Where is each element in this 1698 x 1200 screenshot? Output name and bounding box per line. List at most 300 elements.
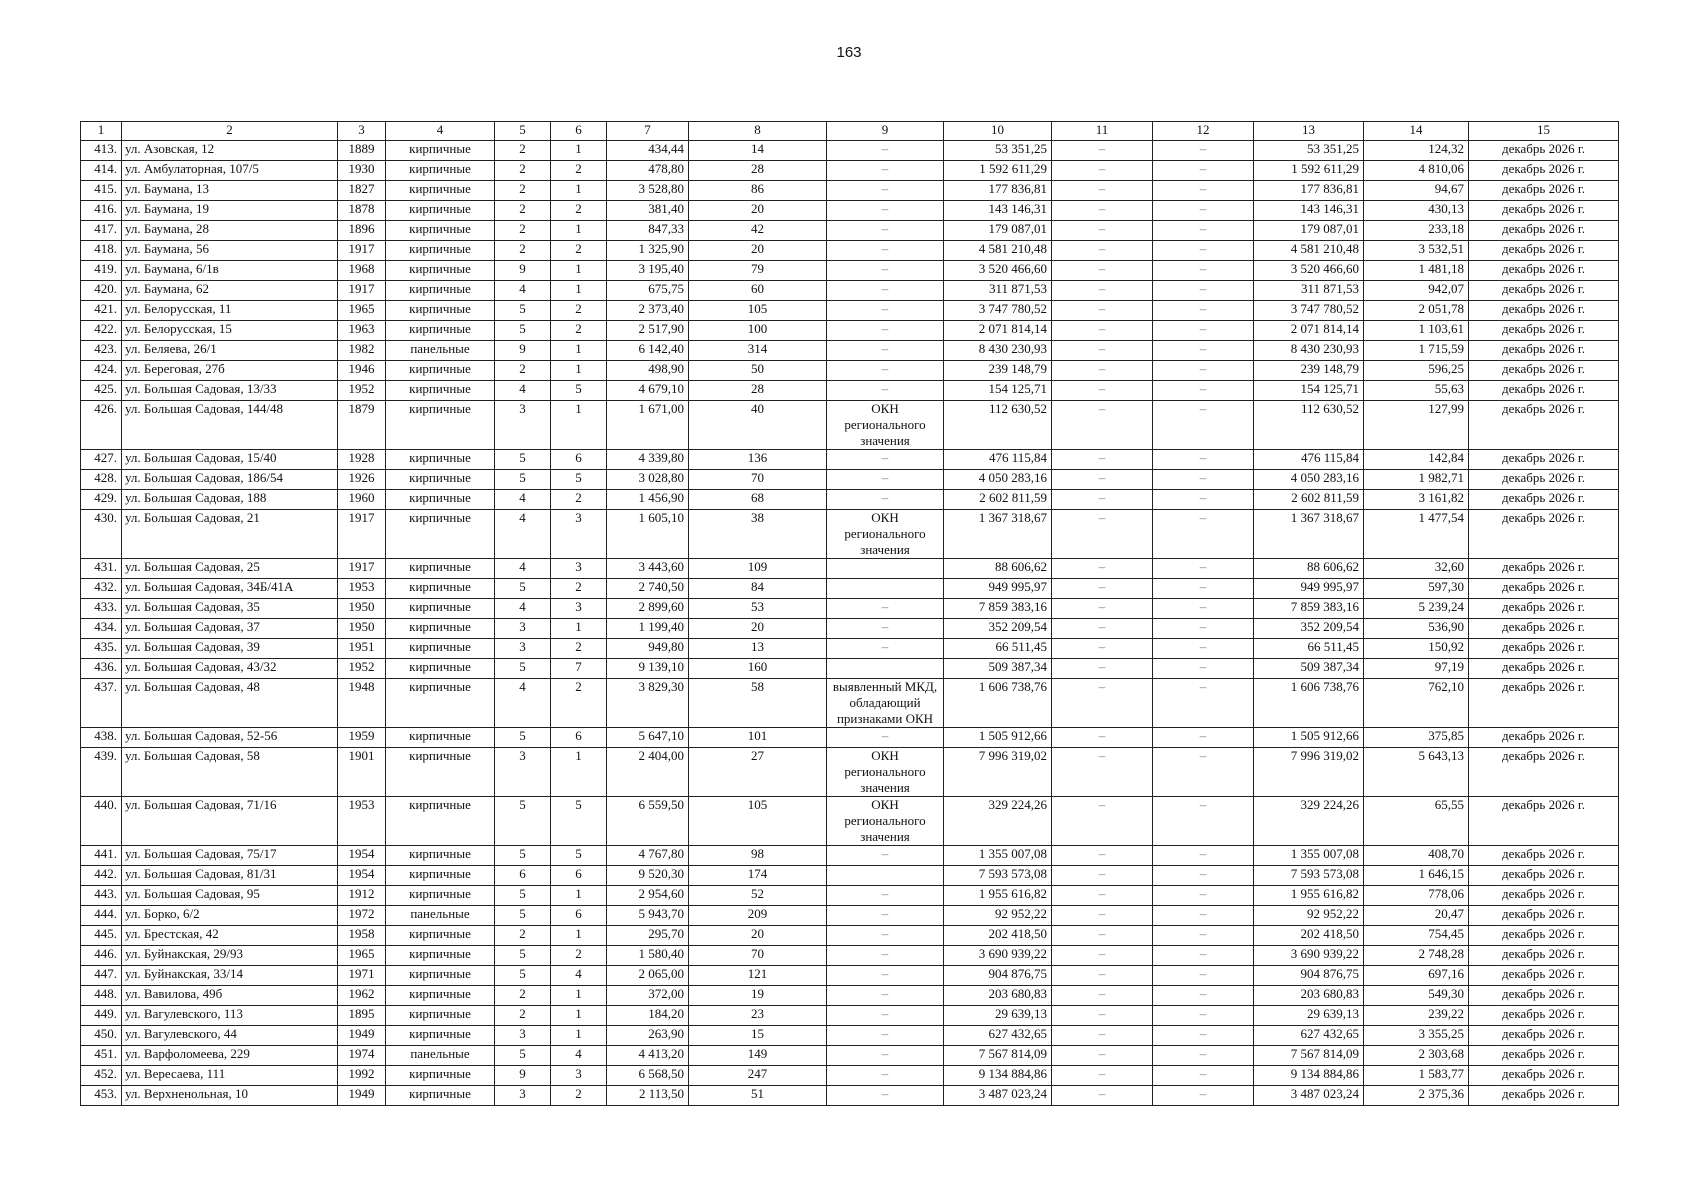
table-row <box>81 748 1619 797</box>
cell-wall-material: кирпичные <box>386 797 495 846</box>
table-row <box>81 986 1619 1006</box>
cell-residents: 53 <box>689 599 827 619</box>
cell-cost-col-13: 202 418,50 <box>1254 926 1364 946</box>
table-row <box>81 966 1619 986</box>
cell-heritage-status: – <box>827 1066 944 1086</box>
cell-row-number: 444. <box>81 906 122 926</box>
cell-year-built: 1896 <box>338 221 386 241</box>
cell-entrances: 1 <box>551 1006 607 1026</box>
cell-wall-material: кирпичные <box>386 401 495 450</box>
cell-cost-total: 239 148,79 <box>944 361 1052 381</box>
cell-deadline: декабрь 2026 г. <box>1469 1006 1619 1026</box>
cell-area: 3 195,40 <box>607 261 689 281</box>
cell-area: 949,80 <box>607 639 689 659</box>
cell-cost-per-sqm: 3 355,25 <box>1364 1026 1469 1046</box>
cell-area: 847,33 <box>607 221 689 241</box>
cell-floors: 2 <box>495 1006 551 1026</box>
cell-area: 6 559,50 <box>607 797 689 846</box>
cell-area: 5 943,70 <box>607 906 689 926</box>
cell-cost-col-13: 143 146,31 <box>1254 201 1364 221</box>
cell-cost-col-11: – <box>1052 401 1153 450</box>
cell-year-built: 1889 <box>338 141 386 161</box>
cell-area: 2 740,50 <box>607 579 689 599</box>
cell-heritage-status <box>827 579 944 599</box>
cell-floors: 4 <box>495 679 551 728</box>
cell-year-built: 1965 <box>338 946 386 966</box>
cell-cost-col-12: – <box>1153 361 1254 381</box>
cell-cost-col-12: – <box>1153 748 1254 797</box>
cell-year-built: 1992 <box>338 1066 386 1086</box>
cell-wall-material: кирпичные <box>386 490 495 510</box>
cell-area: 498,90 <box>607 361 689 381</box>
cell-cost-col-13: 66 511,45 <box>1254 639 1364 659</box>
cell-area: 675,75 <box>607 281 689 301</box>
cell-deadline: декабрь 2026 г. <box>1469 986 1619 1006</box>
cell-area: 1 199,40 <box>607 619 689 639</box>
cell-row-number: 424. <box>81 361 122 381</box>
cell-wall-material: кирпичные <box>386 659 495 679</box>
cell-deadline: декабрь 2026 г. <box>1469 241 1619 261</box>
cell-entrances: 2 <box>551 1086 607 1106</box>
cell-year-built: 1982 <box>338 341 386 361</box>
cell-wall-material: кирпичные <box>386 450 495 470</box>
cell-wall-material: кирпичные <box>386 986 495 1006</box>
cell-cost-col-11: – <box>1052 1006 1153 1026</box>
cell-cost-per-sqm: 124,32 <box>1364 141 1469 161</box>
cell-heritage-status: ОКН регионального значения <box>827 401 944 450</box>
cell-entrances: 1 <box>551 926 607 946</box>
cell-deadline: декабрь 2026 г. <box>1469 599 1619 619</box>
cell-residents: 20 <box>689 926 827 946</box>
column-header-6: 6 <box>551 122 607 141</box>
cell-area: 3 528,80 <box>607 181 689 201</box>
cell-address: ул. Баумана, 62 <box>122 281 338 301</box>
cell-row-number: 446. <box>81 946 122 966</box>
cell-year-built: 1962 <box>338 986 386 1006</box>
cell-year-built: 1949 <box>338 1086 386 1106</box>
cell-cost-col-12: – <box>1153 1026 1254 1046</box>
cell-wall-material: кирпичные <box>386 261 495 281</box>
cell-row-number: 452. <box>81 1066 122 1086</box>
cell-year-built: 1952 <box>338 659 386 679</box>
cell-row-number: 439. <box>81 748 122 797</box>
cell-wall-material: кирпичные <box>386 866 495 886</box>
cell-cost-total: 1 505 912,66 <box>944 728 1052 748</box>
cell-heritage-status: – <box>827 846 944 866</box>
table-header-row <box>81 122 1619 141</box>
cell-cost-total: 9 134 884,86 <box>944 1066 1052 1086</box>
cell-floors: 4 <box>495 599 551 619</box>
cell-cost-col-12: – <box>1153 679 1254 728</box>
cell-address: ул. Азовская, 12 <box>122 141 338 161</box>
cell-deadline: декабрь 2026 г. <box>1469 1046 1619 1066</box>
cell-cost-col-11: – <box>1052 579 1153 599</box>
cell-cost-per-sqm: 3 532,51 <box>1364 241 1469 261</box>
cell-year-built: 1974 <box>338 1046 386 1066</box>
cell-cost-per-sqm: 1 477,54 <box>1364 510 1469 559</box>
cell-floors: 4 <box>495 381 551 401</box>
cell-residents: 209 <box>689 906 827 926</box>
cell-area: 4 339,80 <box>607 450 689 470</box>
cell-year-built: 1951 <box>338 639 386 659</box>
cell-entrances: 1 <box>551 619 607 639</box>
cell-residents: 79 <box>689 261 827 281</box>
cell-wall-material: кирпичные <box>386 301 495 321</box>
cell-year-built: 1901 <box>338 748 386 797</box>
cell-year-built: 1972 <box>338 906 386 926</box>
cell-cost-col-11: – <box>1052 966 1153 986</box>
cell-cost-col-11: – <box>1052 1046 1153 1066</box>
cell-address: ул. Беляева, 26/1 <box>122 341 338 361</box>
cell-residents: 84 <box>689 579 827 599</box>
cell-area: 372,00 <box>607 986 689 1006</box>
cell-year-built: 1952 <box>338 381 386 401</box>
cell-cost-total: 3 747 780,52 <box>944 301 1052 321</box>
table-row <box>81 906 1619 926</box>
cell-row-number: 433. <box>81 599 122 619</box>
table-row <box>81 470 1619 490</box>
cell-deadline: декабрь 2026 г. <box>1469 321 1619 341</box>
table-row <box>81 639 1619 659</box>
cell-row-number: 440. <box>81 797 122 846</box>
cell-residents: 40 <box>689 401 827 450</box>
cell-address: ул. Большая Садовая, 71/16 <box>122 797 338 846</box>
column-header-12: 12 <box>1153 122 1254 141</box>
cell-cost-total: 4 050 283,16 <box>944 470 1052 490</box>
cell-cost-col-11: – <box>1052 341 1153 361</box>
cell-floors: 2 <box>495 926 551 946</box>
cell-heritage-status: – <box>827 926 944 946</box>
cell-floors: 3 <box>495 401 551 450</box>
cell-residents: 14 <box>689 141 827 161</box>
cell-area: 2 065,00 <box>607 966 689 986</box>
cell-cost-col-11: – <box>1052 221 1153 241</box>
cell-cost-col-11: – <box>1052 470 1153 490</box>
cell-wall-material: кирпичные <box>386 1086 495 1106</box>
cell-floors: 2 <box>495 221 551 241</box>
cell-cost-col-12: – <box>1153 797 1254 846</box>
cell-deadline: декабрь 2026 г. <box>1469 161 1619 181</box>
cell-address: ул. Верхненольная, 10 <box>122 1086 338 1106</box>
cell-cost-per-sqm: 4 810,06 <box>1364 161 1469 181</box>
cell-cost-col-12: – <box>1153 301 1254 321</box>
cell-cost-per-sqm: 65,55 <box>1364 797 1469 846</box>
cell-heritage-status <box>827 559 944 579</box>
cell-deadline: декабрь 2026 г. <box>1469 470 1619 490</box>
table-row <box>81 1066 1619 1086</box>
cell-residents: 51 <box>689 1086 827 1106</box>
cell-heritage-status: – <box>827 221 944 241</box>
cell-cost-col-13: 88 606,62 <box>1254 559 1364 579</box>
cell-cost-col-13: 92 952,22 <box>1254 906 1364 926</box>
cell-cost-col-13: 203 680,83 <box>1254 986 1364 1006</box>
cell-address: ул. Большая Садовая, 15/40 <box>122 450 338 470</box>
cell-deadline: декабрь 2026 г. <box>1469 866 1619 886</box>
cell-wall-material: кирпичные <box>386 321 495 341</box>
cell-floors: 6 <box>495 866 551 886</box>
cell-floors: 3 <box>495 639 551 659</box>
cell-cost-col-12: – <box>1153 450 1254 470</box>
cell-deadline: декабрь 2026 г. <box>1469 886 1619 906</box>
table-row <box>81 221 1619 241</box>
cell-year-built: 1950 <box>338 619 386 639</box>
cell-cost-col-11: – <box>1052 510 1153 559</box>
cell-entrances: 3 <box>551 599 607 619</box>
cell-address: ул. Брестская, 42 <box>122 926 338 946</box>
cell-wall-material: панельные <box>386 341 495 361</box>
cell-entrances: 1 <box>551 401 607 450</box>
cell-floors: 3 <box>495 748 551 797</box>
cell-deadline: декабрь 2026 г. <box>1469 797 1619 846</box>
table-row <box>81 599 1619 619</box>
cell-cost-col-11: – <box>1052 886 1153 906</box>
cell-cost-col-12: – <box>1153 221 1254 241</box>
cell-cost-col-12: – <box>1153 201 1254 221</box>
cell-cost-col-12: – <box>1153 1046 1254 1066</box>
table-row <box>81 797 1619 846</box>
cell-year-built: 1895 <box>338 1006 386 1026</box>
cell-row-number: 416. <box>81 201 122 221</box>
cell-wall-material: кирпичные <box>386 381 495 401</box>
cell-deadline: декабрь 2026 г. <box>1469 281 1619 301</box>
cell-floors: 3 <box>495 1086 551 1106</box>
cell-entrances: 6 <box>551 906 607 926</box>
cell-address: ул. Варфоломеева, 229 <box>122 1046 338 1066</box>
table-row <box>81 559 1619 579</box>
cell-cost-col-13: 3 487 023,24 <box>1254 1086 1364 1106</box>
cell-cost-per-sqm: 1 481,18 <box>1364 261 1469 281</box>
cell-cost-col-11: – <box>1052 141 1153 161</box>
cell-deadline: декабрь 2026 г. <box>1469 361 1619 381</box>
cell-cost-per-sqm: 778,06 <box>1364 886 1469 906</box>
cell-cost-total: 29 639,13 <box>944 1006 1052 1026</box>
cell-row-number: 415. <box>81 181 122 201</box>
cell-row-number: 434. <box>81 619 122 639</box>
cell-cost-col-11: – <box>1052 659 1153 679</box>
table-row <box>81 510 1619 559</box>
cell-cost-col-13: 1 355 007,08 <box>1254 846 1364 866</box>
cell-cost-col-12: – <box>1153 639 1254 659</box>
cell-cost-per-sqm: 1 103,61 <box>1364 321 1469 341</box>
cell-cost-col-12: – <box>1153 728 1254 748</box>
table-row <box>81 1026 1619 1046</box>
cell-residents: 101 <box>689 728 827 748</box>
cell-cost-col-13: 3 520 466,60 <box>1254 261 1364 281</box>
cell-cost-per-sqm: 1 583,77 <box>1364 1066 1469 1086</box>
cell-deadline: декабрь 2026 г. <box>1469 450 1619 470</box>
cell-row-number: 425. <box>81 381 122 401</box>
cell-cost-per-sqm: 1 982,71 <box>1364 470 1469 490</box>
cell-deadline: декабрь 2026 г. <box>1469 679 1619 728</box>
cell-cost-col-12: – <box>1153 241 1254 261</box>
cell-residents: 38 <box>689 510 827 559</box>
cell-cost-col-13: 7 996 319,02 <box>1254 748 1364 797</box>
cell-area: 4 679,10 <box>607 381 689 401</box>
cell-address: ул. Белорусская, 15 <box>122 321 338 341</box>
cell-heritage-status: – <box>827 381 944 401</box>
cell-address: ул. Борко, 6/2 <box>122 906 338 926</box>
cell-entrances: 2 <box>551 639 607 659</box>
cell-residents: 121 <box>689 966 827 986</box>
cell-row-number: 437. <box>81 679 122 728</box>
cell-area: 1 671,00 <box>607 401 689 450</box>
cell-address: ул. Большая Садовая, 95 <box>122 886 338 906</box>
cell-deadline: декабрь 2026 г. <box>1469 748 1619 797</box>
cell-residents: 247 <box>689 1066 827 1086</box>
cell-row-number: 419. <box>81 261 122 281</box>
table-row <box>81 241 1619 261</box>
cell-area: 2 899,60 <box>607 599 689 619</box>
cell-floors: 9 <box>495 1066 551 1086</box>
cell-cost-col-12: – <box>1153 986 1254 1006</box>
cell-cost-col-12: – <box>1153 401 1254 450</box>
cell-year-built: 1928 <box>338 450 386 470</box>
table-row <box>81 679 1619 728</box>
cell-cost-col-11: – <box>1052 797 1153 846</box>
cell-wall-material: кирпичные <box>386 201 495 221</box>
cell-cost-col-12: – <box>1153 619 1254 639</box>
cell-residents: 105 <box>689 797 827 846</box>
cell-address: ул. Большая Садовая, 58 <box>122 748 338 797</box>
cell-entrances: 2 <box>551 301 607 321</box>
cell-wall-material: кирпичные <box>386 361 495 381</box>
cell-cost-total: 3 690 939,22 <box>944 946 1052 966</box>
column-header-9: 9 <box>827 122 944 141</box>
cell-entrances: 2 <box>551 946 607 966</box>
cell-cost-total: 53 351,25 <box>944 141 1052 161</box>
cell-row-number: 417. <box>81 221 122 241</box>
cell-heritage-status: – <box>827 161 944 181</box>
cell-floors: 5 <box>495 906 551 926</box>
cell-cost-total: 112 630,52 <box>944 401 1052 450</box>
cell-wall-material: кирпичные <box>386 728 495 748</box>
cell-cost-col-11: – <box>1052 1086 1153 1106</box>
table-row <box>81 619 1619 639</box>
cell-entrances: 3 <box>551 510 607 559</box>
table-row <box>81 866 1619 886</box>
cell-floors: 4 <box>495 510 551 559</box>
cell-address: ул. Большая Садовая, 25 <box>122 559 338 579</box>
cell-cost-col-11: – <box>1052 559 1153 579</box>
cell-area: 9 520,30 <box>607 866 689 886</box>
cell-address: ул. Береговая, 27б <box>122 361 338 381</box>
cell-cost-col-12: – <box>1153 579 1254 599</box>
cell-entrances: 5 <box>551 470 607 490</box>
cell-cost-total: 476 115,84 <box>944 450 1052 470</box>
cell-entrances: 2 <box>551 241 607 261</box>
cell-entrances: 2 <box>551 579 607 599</box>
table-row <box>81 321 1619 341</box>
cell-residents: 28 <box>689 381 827 401</box>
cell-residents: 105 <box>689 301 827 321</box>
cell-cost-col-11: – <box>1052 161 1153 181</box>
cell-entrances: 1 <box>551 1026 607 1046</box>
cell-wall-material: панельные <box>386 1046 495 1066</box>
cell-cost-col-13: 1 606 738,76 <box>1254 679 1364 728</box>
cell-heritage-status: – <box>827 301 944 321</box>
cell-area: 263,90 <box>607 1026 689 1046</box>
table-row <box>81 201 1619 221</box>
cell-row-number: 429. <box>81 490 122 510</box>
cell-cost-per-sqm: 549,30 <box>1364 986 1469 1006</box>
cell-cost-total: 1 367 318,67 <box>944 510 1052 559</box>
cell-wall-material: кирпичные <box>386 470 495 490</box>
table-row <box>81 450 1619 470</box>
cell-heritage-status: – <box>827 946 944 966</box>
cell-deadline: декабрь 2026 г. <box>1469 1086 1619 1106</box>
cell-year-built: 1917 <box>338 281 386 301</box>
cell-address: ул. Белорусская, 11 <box>122 301 338 321</box>
cell-deadline: декабрь 2026 г. <box>1469 659 1619 679</box>
cell-deadline: декабрь 2026 г. <box>1469 510 1619 559</box>
cell-cost-total: 7 996 319,02 <box>944 748 1052 797</box>
cell-cost-per-sqm: 5 643,13 <box>1364 748 1469 797</box>
cell-floors: 5 <box>495 450 551 470</box>
cell-year-built: 1917 <box>338 559 386 579</box>
cell-cost-total: 3 520 466,60 <box>944 261 1052 281</box>
cell-entrances: 5 <box>551 797 607 846</box>
cell-address: ул. Баумана, 28 <box>122 221 338 241</box>
cell-wall-material: кирпичные <box>386 281 495 301</box>
cell-floors: 5 <box>495 846 551 866</box>
cell-row-number: 422. <box>81 321 122 341</box>
cell-deadline: декабрь 2026 г. <box>1469 926 1619 946</box>
cell-cost-col-11: – <box>1052 748 1153 797</box>
table-row <box>81 381 1619 401</box>
cell-address: ул. Буйнакская, 29/93 <box>122 946 338 966</box>
cell-entrances: 5 <box>551 846 607 866</box>
cell-year-built: 1954 <box>338 846 386 866</box>
cell-floors: 3 <box>495 1026 551 1046</box>
column-header-1: 1 <box>81 122 122 141</box>
cell-cost-col-13: 311 871,53 <box>1254 281 1364 301</box>
cell-wall-material: кирпичные <box>386 846 495 866</box>
cell-year-built: 1827 <box>338 181 386 201</box>
cell-row-number: 443. <box>81 886 122 906</box>
cell-residents: 27 <box>689 748 827 797</box>
cell-cost-col-13: 949 995,97 <box>1254 579 1364 599</box>
cell-year-built: 1912 <box>338 886 386 906</box>
cell-row-number: 420. <box>81 281 122 301</box>
cell-cost-col-11: – <box>1052 946 1153 966</box>
cell-deadline: декабрь 2026 г. <box>1469 141 1619 161</box>
cell-cost-col-13: 1 367 318,67 <box>1254 510 1364 559</box>
cell-cost-total: 154 125,71 <box>944 381 1052 401</box>
cell-year-built: 1954 <box>338 866 386 886</box>
cell-cost-per-sqm: 597,30 <box>1364 579 1469 599</box>
cell-cost-col-12: – <box>1153 141 1254 161</box>
cell-heritage-status <box>827 659 944 679</box>
cell-cost-col-11: – <box>1052 490 1153 510</box>
cell-residents: 13 <box>689 639 827 659</box>
cell-wall-material: кирпичные <box>386 241 495 261</box>
cell-residents: 23 <box>689 1006 827 1026</box>
cell-cost-total: 904 876,75 <box>944 966 1052 986</box>
cell-deadline: декабрь 2026 г. <box>1469 341 1619 361</box>
cell-row-number: 428. <box>81 470 122 490</box>
cell-floors: 2 <box>495 986 551 1006</box>
cell-heritage-status: – <box>827 201 944 221</box>
cell-cost-per-sqm: 142,84 <box>1364 450 1469 470</box>
table-row <box>81 1086 1619 1106</box>
cell-row-number: 413. <box>81 141 122 161</box>
cell-cost-col-13: 627 432,65 <box>1254 1026 1364 1046</box>
cell-wall-material: кирпичные <box>386 748 495 797</box>
cell-address: ул. Вересаева, 111 <box>122 1066 338 1086</box>
cell-row-number: 450. <box>81 1026 122 1046</box>
cell-entrances: 1 <box>551 341 607 361</box>
cell-entrances: 1 <box>551 748 607 797</box>
